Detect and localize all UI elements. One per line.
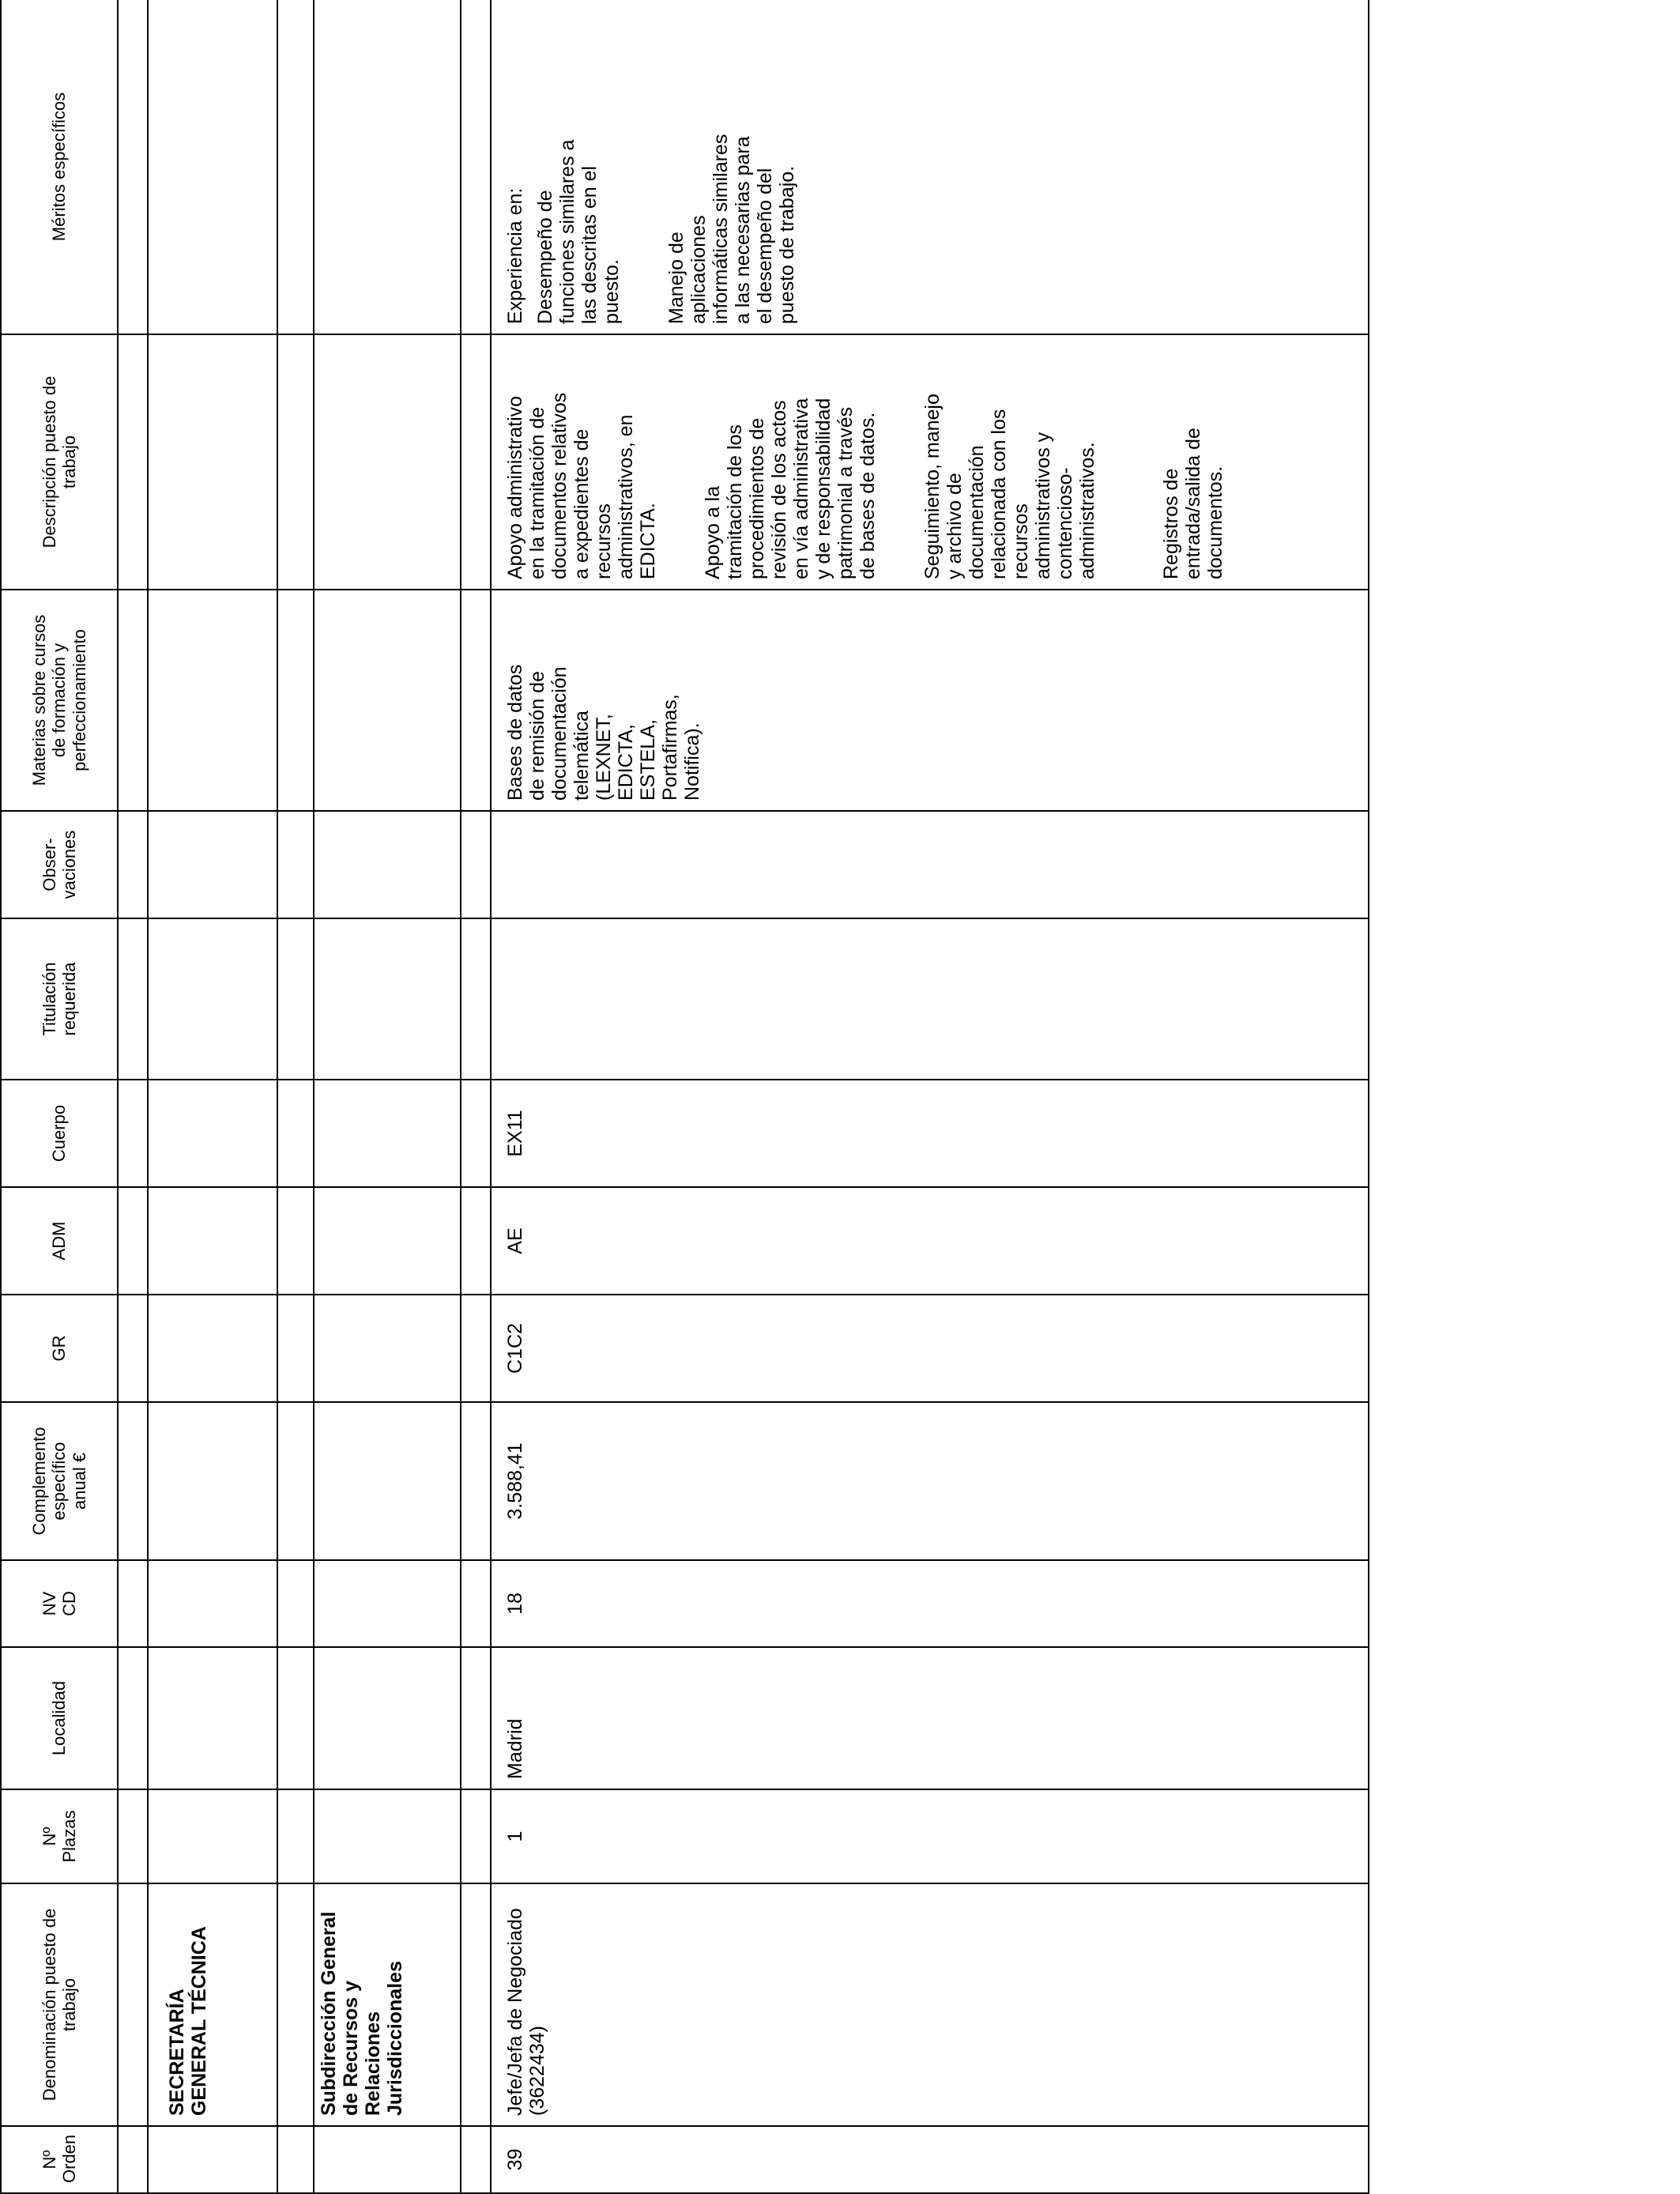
header-observaciones: Obser- vaciones [1, 811, 118, 918]
descripcion-paragraph: Apoyo a la tramitación de los procedimientos de revisión de los actos en vía administrativa y de responsabilidad patrimonial a través de bases de datos. [702, 398, 879, 579]
header-localidad: Localidad [1, 1647, 118, 1789]
header-cuerpo: Cuerpo [1, 1080, 118, 1187]
section-title-subdireccion: Subdirección General de Recursos y Relaciones Jurisdiccionales [314, 1883, 461, 2126]
meritos-paragraph: Desempeño de funciones similares a las descritas en el puesto. [534, 139, 623, 324]
spacer-row [277, 0, 314, 2193]
cell-adm: AE [491, 1187, 1369, 1295]
header-materias: Materias sobre cursos de formación y perfeccionamiento [1, 590, 118, 811]
descripcion-paragraph: Registros de entrada/salida de documentos. [1160, 428, 1226, 579]
header-titulacion: Titulación requerida [1, 918, 118, 1080]
header-nivel: NV CD [1, 1560, 118, 1647]
descripcion-paragraph: Seguimiento, manejo y archivo de documentación relacionada con los recursos administrativos y contencioso- administrativos. [921, 394, 1098, 579]
cell-complemento: 3.588,41 [491, 1402, 1369, 1560]
cell-grupo: C1C2 [491, 1295, 1369, 1402]
header-row [1, 0, 118, 2193]
header-meritos: Méritos específicos [1, 0, 118, 334]
meritos-paragraph: Manejo de aplicaciones informáticas similares a las necesarias para el desempeño del puesto de trabajo. [665, 134, 798, 324]
cell-denominacion: Jefe/Jefa de Negociado (3622434) [491, 1883, 1369, 2126]
cell-nivel: 18 [491, 1560, 1369, 1647]
meritos-intro: Experiencia en: [504, 187, 526, 324]
section-row-subdireccion [314, 0, 461, 2193]
section-row-secretaria [148, 0, 277, 2193]
table-row [491, 0, 1369, 2193]
cell-plazas: 1 [491, 1789, 1369, 1883]
cell-materias: Bases de datos de remisión de documentación telemática (LEXNET, EDICTA, ESTELA, Portafirmas, Notifica). [491, 590, 1369, 811]
descripcion-paragraph: Apoyo administrativo en la tramitación de documentos relativos a expedientes de recursos administrativos, en EDICTA. [504, 392, 659, 579]
header-orden: Nº Orden [1, 2126, 118, 2193]
cell-descripcion [491, 334, 1369, 590]
cell-localidad: Madrid [491, 1647, 1369, 1789]
header-grupo: GR [1, 1295, 118, 1402]
header-complemento: Complemento específico anual € [1, 1402, 118, 1560]
header-denominacion: Denominación puesto de trabajo [1, 1883, 118, 2126]
cell-observaciones [491, 811, 1369, 918]
cell-cuerpo: EX11 [491, 1080, 1369, 1187]
header-plazas: Nº Plazas [1, 1789, 118, 1883]
cell-meritos [491, 0, 1369, 334]
cell-orden: 39 [491, 2126, 1369, 2193]
cell-titulacion [491, 918, 1369, 1080]
header-descripcion: Descripción puesto de trabajo [1, 334, 118, 590]
header-adm: ADM [1, 1187, 118, 1295]
spacer-row [118, 0, 148, 2193]
spacer-row [461, 0, 491, 2193]
section-title-secretaria: SECRETARÍA GENERAL TÉCNICA [148, 1883, 277, 2126]
